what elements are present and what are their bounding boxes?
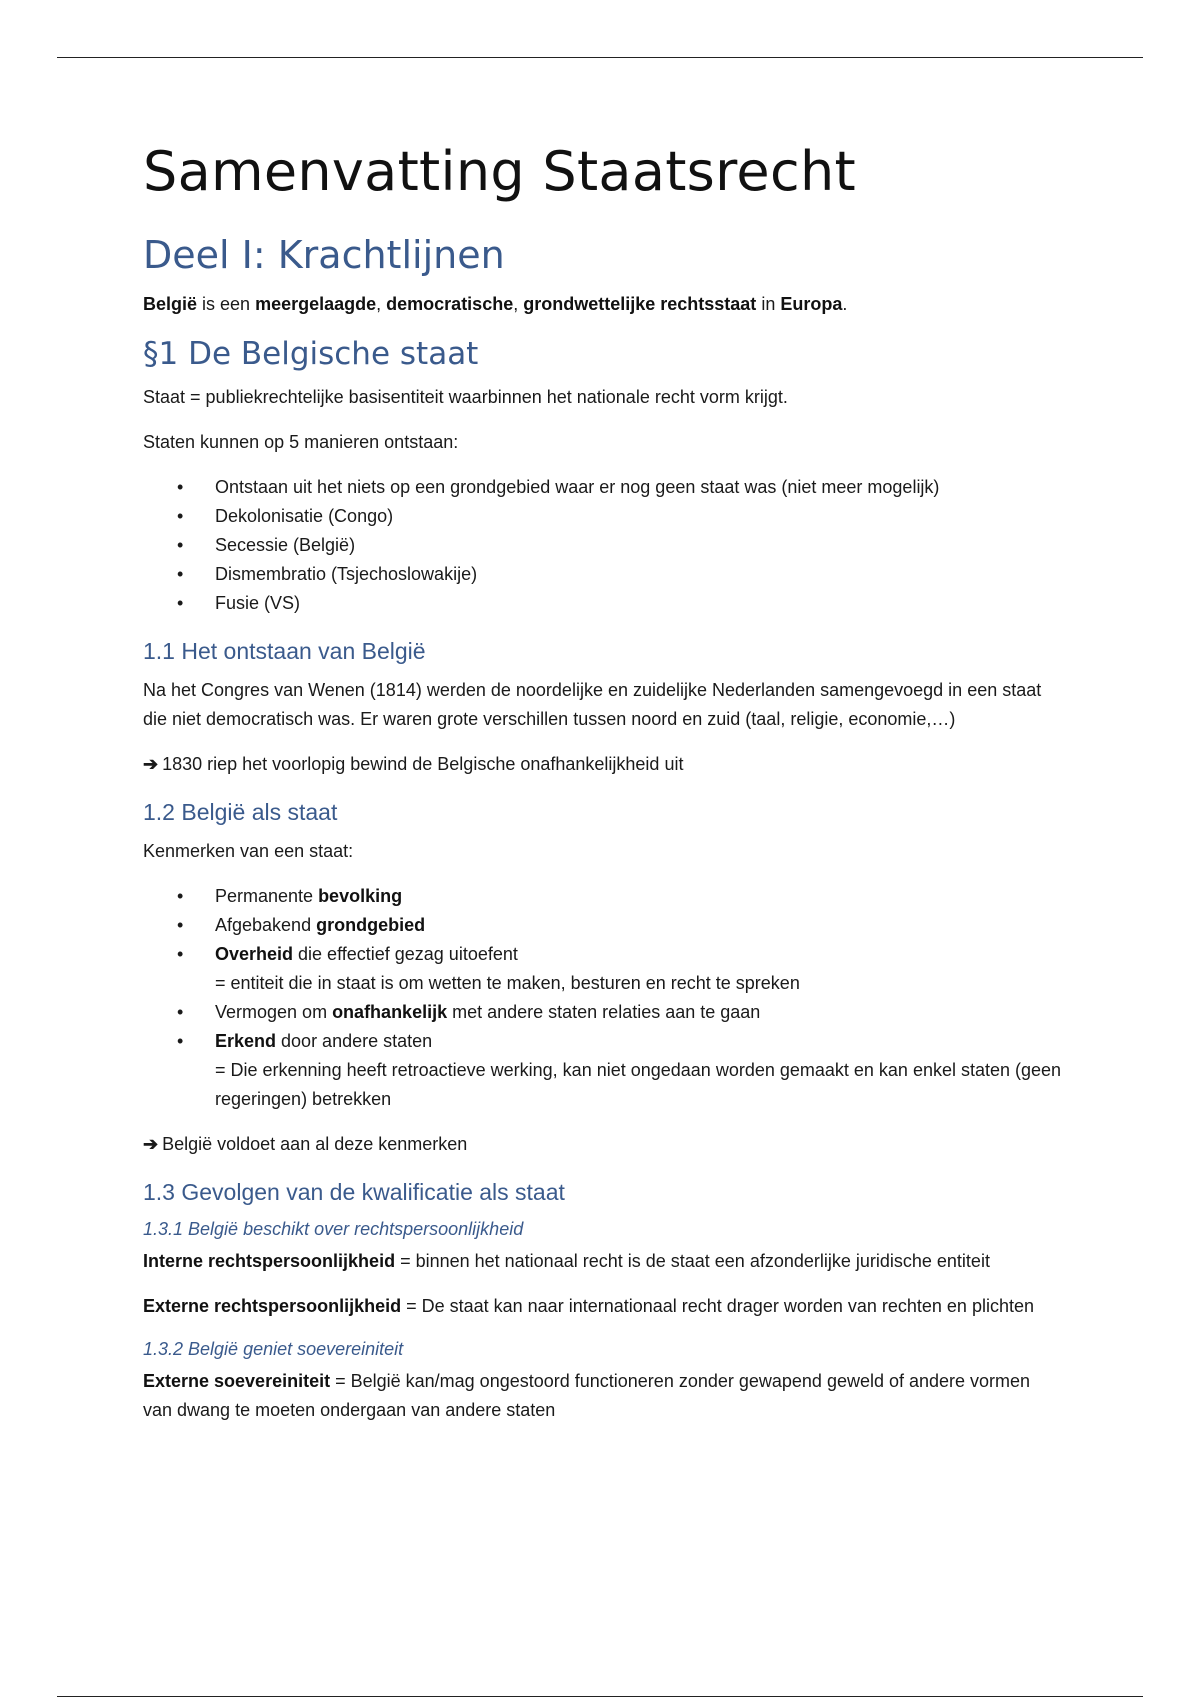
intro-term-democratische: democratische	[386, 294, 514, 314]
list-item: • Dismembratio (Tsjechoslowakije)	[177, 560, 1063, 589]
header-rule	[57, 57, 1143, 58]
bullet-icon: •	[177, 535, 184, 555]
characteristics-list	[143, 882, 1063, 1114]
bullet-icon: •	[177, 477, 184, 497]
document-title: Samenvatting Staatsrecht	[143, 140, 856, 203]
intro-paragraph: België is een meergelaagde, democratische, grondwettelijke rechtsstaat in Europa.	[143, 294, 848, 314]
footer-rule	[57, 1696, 1143, 1697]
characteristics-intro: Kenmerken van een staat:	[143, 841, 354, 861]
internal-legal-personality: Interne rechtspersoonlijkheid = binnen het nationaal recht is de staat een afzonderlijke juridische entiteit	[143, 1251, 990, 1271]
subsection-heading-1-2: 1.2 België als staat	[143, 799, 338, 825]
subsection-heading-1-3: 1.3 Gevolgen van de kwalificatie als staat	[143, 1179, 565, 1205]
bullet-icon: •	[177, 564, 184, 584]
bullet-icon: •	[177, 944, 184, 964]
intro-term-europa: Europa	[780, 294, 843, 314]
ways-intro: Staten kunnen op 5 manieren ontstaan:	[143, 432, 459, 452]
intro-term-meergelaagde: meergelaagde	[255, 294, 377, 314]
list-item: • Permanente bevolking	[177, 882, 1063, 911]
part-heading: Deel I: Krachtlijnen	[143, 233, 505, 277]
arrow-right-icon: ➔	[143, 1134, 159, 1154]
list-item: • Dekolonisatie (Congo)	[177, 502, 1063, 531]
external-legal-personality: Externe rechtspersoonlijkheid = De staat kan naar internationaal recht drager worden van rechten en plichten	[143, 1296, 1034, 1316]
list-item: • Secessie (België)	[177, 531, 1063, 560]
origin-paragraph: Na het Congres van Wenen (1814) werden de noordelijke en zuidelijke Nederlanden samengevoegd in een staat die niet democratisch was. Er waren grote verschillen tussen noord en zuid (taal, religie, economie,…)	[143, 680, 1042, 729]
bullet-icon: •	[177, 1002, 184, 1022]
state-definition: Staat = publiekrechtelijke basisentiteit waarbinnen het nationale recht vorm krijgt.	[143, 387, 788, 407]
list-item: • Vermogen om onafhankelijk met andere staten relaties aan te gaan	[177, 998, 1063, 1027]
intro-term-rechtsstaat: grondwettelijke rechtsstaat	[523, 294, 757, 314]
bullet-icon: •	[177, 886, 184, 906]
list-item: • Overheid die effectief gezag uitoefent = entiteit die in staat is om wetten te maken, besturen en recht te spreken	[177, 940, 1063, 998]
list-item-note: = entiteit die in staat is om wetten te maken, besturen en recht te spreken	[215, 973, 800, 993]
list-item: • Ontstaan uit het niets op een grondgebied waar er nog geen staat was (niet meer mogelijk)	[177, 473, 1063, 502]
intro-term-belgie: België	[143, 294, 198, 314]
list-item-note: = Die erkenning heeft retroactieve werking, kan niet ongedaan worden gemaakt en kan enkel staten (geen regeringen) betrekken	[215, 1060, 1062, 1109]
characteristics-conclusion: ➔ België voldoet aan al deze kenmerken	[143, 1134, 468, 1154]
ways-list	[143, 473, 1063, 618]
document-body	[143, 140, 1063, 1441]
origin-conclusion: ➔ 1830 riep het voorlopig bewind de Belgische onafhankelijkheid uit	[143, 754, 684, 774]
arrow-right-icon: ➔	[143, 754, 159, 774]
subsubsection-heading-1-3-1: 1.3.1 België beschikt over rechtspersoonlijkheid	[143, 1219, 524, 1239]
bullet-icon: •	[177, 915, 184, 935]
external-sovereignty: Externe soevereiniteit = België kan/mag ongestoord functioneren zonder gewapend geweld of andere vormen van dwang te moeten ondergaan van andere staten	[143, 1371, 1031, 1420]
subsubsection-heading-1-3-2: 1.3.2 België geniet soevereiniteit	[143, 1339, 404, 1359]
bullet-icon: •	[177, 506, 184, 526]
subsection-heading-1-1: 1.1 Het ontstaan van België	[143, 638, 426, 664]
list-item: • Erkend door andere staten = Die erkenning heeft retroactieve werking, kan niet ongedaan worden gemaakt en kan enkel staten (geen regeringen) betrekken	[177, 1027, 1063, 1114]
bullet-icon: •	[177, 593, 184, 613]
bullet-icon: •	[177, 1031, 184, 1051]
section-heading-1: §1 De Belgische staat	[143, 336, 479, 372]
list-item: • Afgebakend grondgebied	[177, 911, 1063, 940]
list-item: • Fusie (VS)	[177, 589, 1063, 618]
